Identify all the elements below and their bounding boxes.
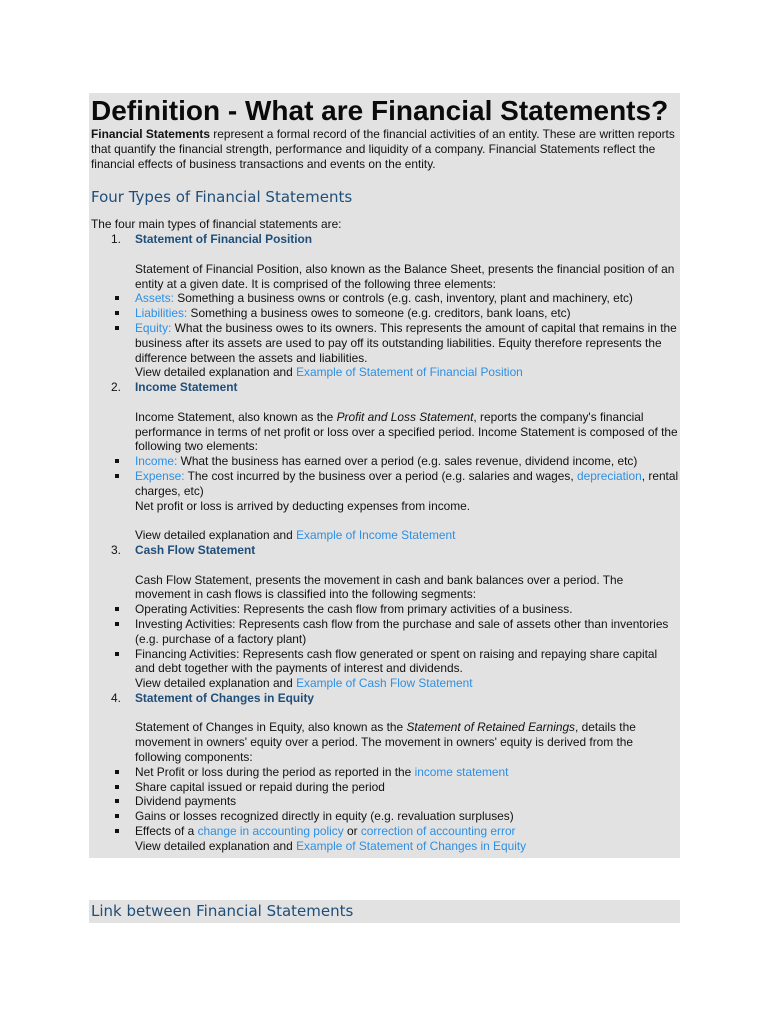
list-number: 2.: [111, 380, 121, 395]
view-detail-line: [135, 839, 680, 854]
change-in-accounting-policy-link[interactable]: change in accounting policy: [197, 824, 344, 839]
section-heading-link-between: [89, 900, 680, 923]
section-heading-text: Link between Financial Statements: [91, 902, 354, 920]
page-title: Definition - What are Financial Statements?: [91, 95, 669, 126]
spacer: [135, 513, 680, 528]
type-description: [135, 410, 680, 454]
view-detail-line: [135, 365, 680, 380]
correction-of-accounting-error-link[interactable]: correction of accounting error: [360, 824, 516, 839]
list-item: Dividend payments: [135, 794, 680, 809]
type-item-financial-position: [89, 232, 680, 380]
list-number: 3.: [111, 542, 121, 557]
list-number: 4.: [111, 690, 121, 705]
desc-part: , reports the company's financial performance in terms of net profit or loss over a specified period. Income Statement is composed of the following two elements:: [135, 409, 678, 454]
desc-part: Income Statement, also known as the: [135, 409, 337, 424]
bullet-text: Something a business owns or controls (e.g. cash, inventory, plant and machinery, etc): [174, 291, 633, 306]
example-financial-position-link[interactable]: Example of Statement of Financial Position: [296, 365, 523, 380]
assets-link[interactable]: Assets:: [135, 291, 174, 306]
type-heading: Income Statement: [135, 380, 238, 395]
bullet-text: Something a business owes to someone (e.g. creditors, bank loans, etc): [187, 306, 571, 321]
list-item: [135, 469, 680, 499]
bullet-text: The cost incurred by the business over a period (e.g. salaries and wages,: [184, 468, 577, 483]
intro-bold: Financial Statements: [91, 127, 210, 141]
income-link[interactable]: Income:: [135, 454, 178, 469]
list-item: Operating Activities: Represents the cash flow from primary activities of a business.: [135, 602, 680, 617]
list-item: Share capital issued or repaid during the period: [135, 780, 680, 795]
bullet-text: , rental charges, etc): [135, 468, 679, 498]
list-item: [135, 291, 680, 306]
type-heading: Statement of Changes in Equity: [135, 690, 315, 705]
view-detail-line: [135, 676, 680, 691]
view-detail-line: [135, 528, 680, 543]
list-item: Financing Activities: Represents cash flow generated or spent on raising and repaying share capital and debt together with the payments of interest and dividends.: [135, 647, 680, 677]
bullet-text: Net Profit or loss during the period as reported in the: [135, 764, 415, 779]
section-heading-four-types: Four Types of Financial Statements: [91, 188, 353, 207]
view-prefix: View detailed explanation and: [135, 676, 297, 691]
desc-emphasis: Profit and Loss Statement: [336, 409, 474, 424]
example-income-statement-link[interactable]: Example of Income Statement: [296, 528, 456, 543]
view-prefix: View detailed explanation and: [135, 528, 297, 543]
type-description: Statement of Financial Position, also known as the Balance Sheet, presents the financial position of an entity at a given date. It is comprised of the following three elements:: [135, 261, 675, 291]
bullet-list: [135, 454, 680, 498]
intro-paragraph: [89, 127, 680, 171]
bullet-list: [135, 765, 680, 839]
view-prefix: View detailed explanation and: [135, 838, 297, 853]
type-description: Cash Flow Statement, presents the movement in cash and bank balances over a period. The movement in cash flows is classified into the following segments:: [135, 572, 624, 602]
list-item: [135, 306, 680, 321]
view-prefix: View detailed explanation and: [135, 365, 297, 380]
bullet-text: Effects of a: [135, 824, 198, 839]
desc-part: , details the movement in owners' equity over a period. The movement in owners' equity is derived from the following components:: [135, 720, 636, 765]
document-block: [89, 93, 680, 858]
liabilities-link[interactable]: Liabilities:: [135, 306, 188, 321]
section-lead: The four main types of financial statements are:: [91, 217, 342, 232]
list-item: [135, 824, 680, 839]
list-item: Gains or losses recognized directly in equity (e.g. revaluation surpluses): [135, 809, 680, 824]
type-item-changes-in-equity: [89, 691, 680, 854]
type-heading: Cash Flow Statement: [135, 542, 256, 557]
bullet-text: What the business owes to its owners. This represents the amount of capital that remains in the business after its assets are used to pay off its outstanding liabilities. Equity therefore represents the difference between the assets and liabilities.: [135, 320, 677, 365]
desc-part: Statement of Changes in Equity, also known as the: [135, 720, 407, 735]
net-profit-note: Net profit or loss is arrived by deducting expenses from income.: [135, 498, 471, 513]
example-cash-flow-link[interactable]: Example of Cash Flow Statement: [296, 676, 473, 691]
desc-emphasis: Statement of Retained Earnings: [406, 720, 576, 735]
list-number: 1.: [111, 232, 121, 247]
equity-link[interactable]: Equity:: [135, 320, 172, 335]
type-item-cash-flow: [89, 543, 680, 691]
intro-text: represent a formal record of the financial activities of an entity. These are written reports that quantify the financial strength, performance and liquidity of a company. Financial Statements reflect the financial effects of business transactions and events on the entity.: [91, 127, 675, 171]
bullet-text: or: [343, 824, 361, 839]
list-item: [135, 765, 680, 780]
bullet-list: [135, 602, 680, 676]
bullet-text: What the business has earned over a period (e.g. sales revenue, dividend income, etc): [177, 454, 638, 469]
list-item: [135, 321, 680, 365]
depreciation-link[interactable]: depreciation: [576, 468, 642, 483]
income-statement-link[interactable]: income statement: [414, 764, 509, 779]
type-item-income-statement: [89, 380, 680, 543]
type-description: [135, 720, 680, 764]
example-changes-in-equity-link[interactable]: Example of Statement of Changes in Equity: [296, 838, 527, 853]
list-item: [135, 454, 680, 469]
type-heading: Statement of Financial Position: [135, 232, 313, 247]
expense-link[interactable]: Expense:: [135, 468, 185, 483]
types-list: [89, 232, 680, 853]
bullet-list: [135, 291, 680, 365]
list-item: Investing Activities: Represents cash flow from the purchase and sale of assets other than inventories (e.g. purchase of a factory plant): [135, 617, 680, 647]
